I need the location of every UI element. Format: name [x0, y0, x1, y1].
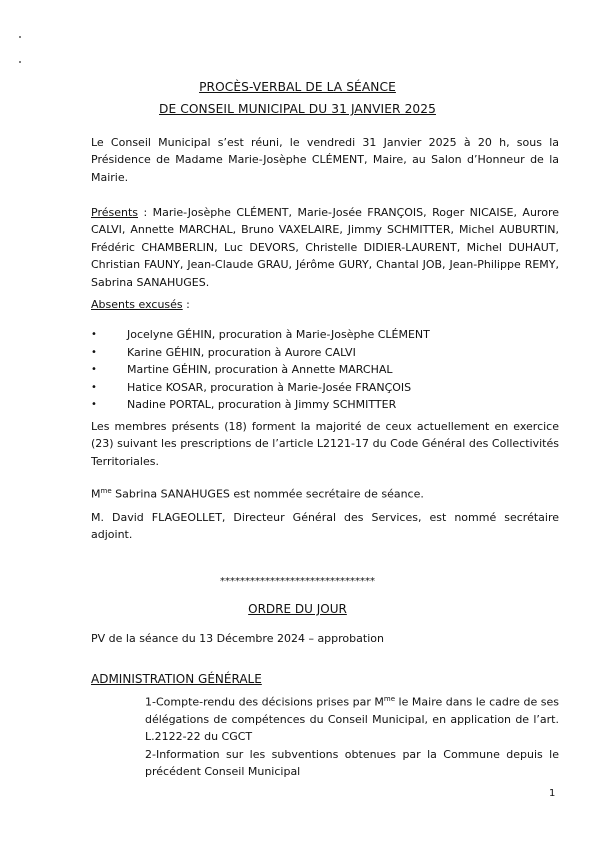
absent-entry: Hatice KOSAR, procuration à Marie-Josée FRANÇOIS: [127, 380, 412, 394]
agenda-item-2: 2-Information sur les subventions obtenues par la Commune depuis le précédent Conseil Municipal: [145, 748, 559, 779]
agenda-item-1-text-a: 1-Compte-rendu des décisions prises par M: [145, 695, 384, 709]
page-number: 1: [549, 788, 556, 799]
absents-colon: :: [182, 298, 190, 311]
assistant-paragraph: M. David FLAGEOLLET, Directeur Général des Services, est nommé secrétaire adjoint.: [91, 511, 559, 542]
bullet-icon: •: [91, 364, 97, 376]
pv-approval-line: PV de la séance du 13 Décembre 2024 – approbation: [91, 632, 384, 645]
list-item: [91, 326, 531, 344]
absent-entry: Nadine PORTAL, procuration à Jimmy SCHMITTER: [127, 398, 397, 412]
absents-label: Absents excusés: [91, 298, 183, 311]
secretary-title: M: [91, 487, 101, 501]
absent-entry: Martine GÉHIN, procuration à Annette MARCHAL: [127, 363, 393, 377]
secretary-paragraph: [91, 483, 559, 503]
bullet-icon: •: [91, 329, 97, 340]
presents-label: Présents: [91, 206, 139, 219]
bullet-icon: •: [91, 399, 97, 411]
margin-mark: [19, 61, 21, 63]
margin-mark: [19, 36, 21, 38]
absent-entry: Karine GÉHIN, procuration à Aurore CALVI: [127, 345, 356, 359]
agenda-item-1-sup: me: [383, 695, 396, 703]
presents-paragraph: [91, 204, 559, 291]
quorum-paragraph: Les membres présents (18) forment la majorité de ceux actuellement en exercice (23) suivant les prescriptions de l’article L2121-17 du Code Général des Collectivités Territoriales.: [91, 420, 559, 468]
agenda-item-1: [145, 691, 559, 746]
agenda-item-1-text-b: le Maire dans le cadre de ses délégations de compétences du Conseil Municipal, en application de l’art. L.2122-22 du CGCT: [145, 695, 559, 744]
secretary-text: Sabrina SANAHUGES est nommée secrétaire de séance.: [111, 487, 424, 501]
absent-entry: Jocelyne GÉHIN, procuration à Marie-Josèphe CLÉMENT: [127, 328, 430, 341]
list-item: [91, 379, 531, 397]
intro-paragraph: Le Conseil Municipal s’est réuni, le vendredi 31 Janvier 2025 à 20 h, sous la Présidence de Madame Marie-Josèphe CLÉMENT, Maire, au Salon d’Honneur de la Mairie.: [91, 136, 559, 184]
list-item: [91, 396, 531, 414]
absents-list: [91, 326, 531, 414]
title-line-1: PROCÈS-VERBAL DE LA SÉANCE: [199, 80, 396, 94]
bullet-icon: •: [91, 346, 97, 358]
section-title: ADMINISTRATION GÉNÉRALE: [91, 672, 262, 686]
secretary-title-sup: me: [100, 487, 112, 495]
bullet-icon: •: [91, 381, 97, 393]
list-item: [91, 344, 531, 362]
absents-heading: [91, 296, 559, 313]
separator-stars: *******************************: [220, 576, 375, 587]
title-line-2: DE CONSEIL MUNICIPAL DU 31 JANVIER 2025: [159, 102, 436, 116]
list-item: [91, 361, 531, 379]
agenda-title: ORDRE DU JOUR: [248, 602, 347, 616]
presents-list: : Marie-Josèphe CLÉMENT, Marie-Josée FRANÇOIS, Roger NICAISE, Aurore CALVI, Annette MARCHAL, Bruno VAXELAIRE, Jimmy SCHMITTER, Michel AUBURTIN, Frédéric CHAMBERLIN, Luc DEVORS, Christelle DIDIER-LAURENT, Michel DUHAUT, Christian FAUNY, Jean-Claude GRAU, Jérôme GURY, Chantal JOB, Jean-Philippe REMY, Sabrina SANAHUGES.: [91, 206, 559, 289]
